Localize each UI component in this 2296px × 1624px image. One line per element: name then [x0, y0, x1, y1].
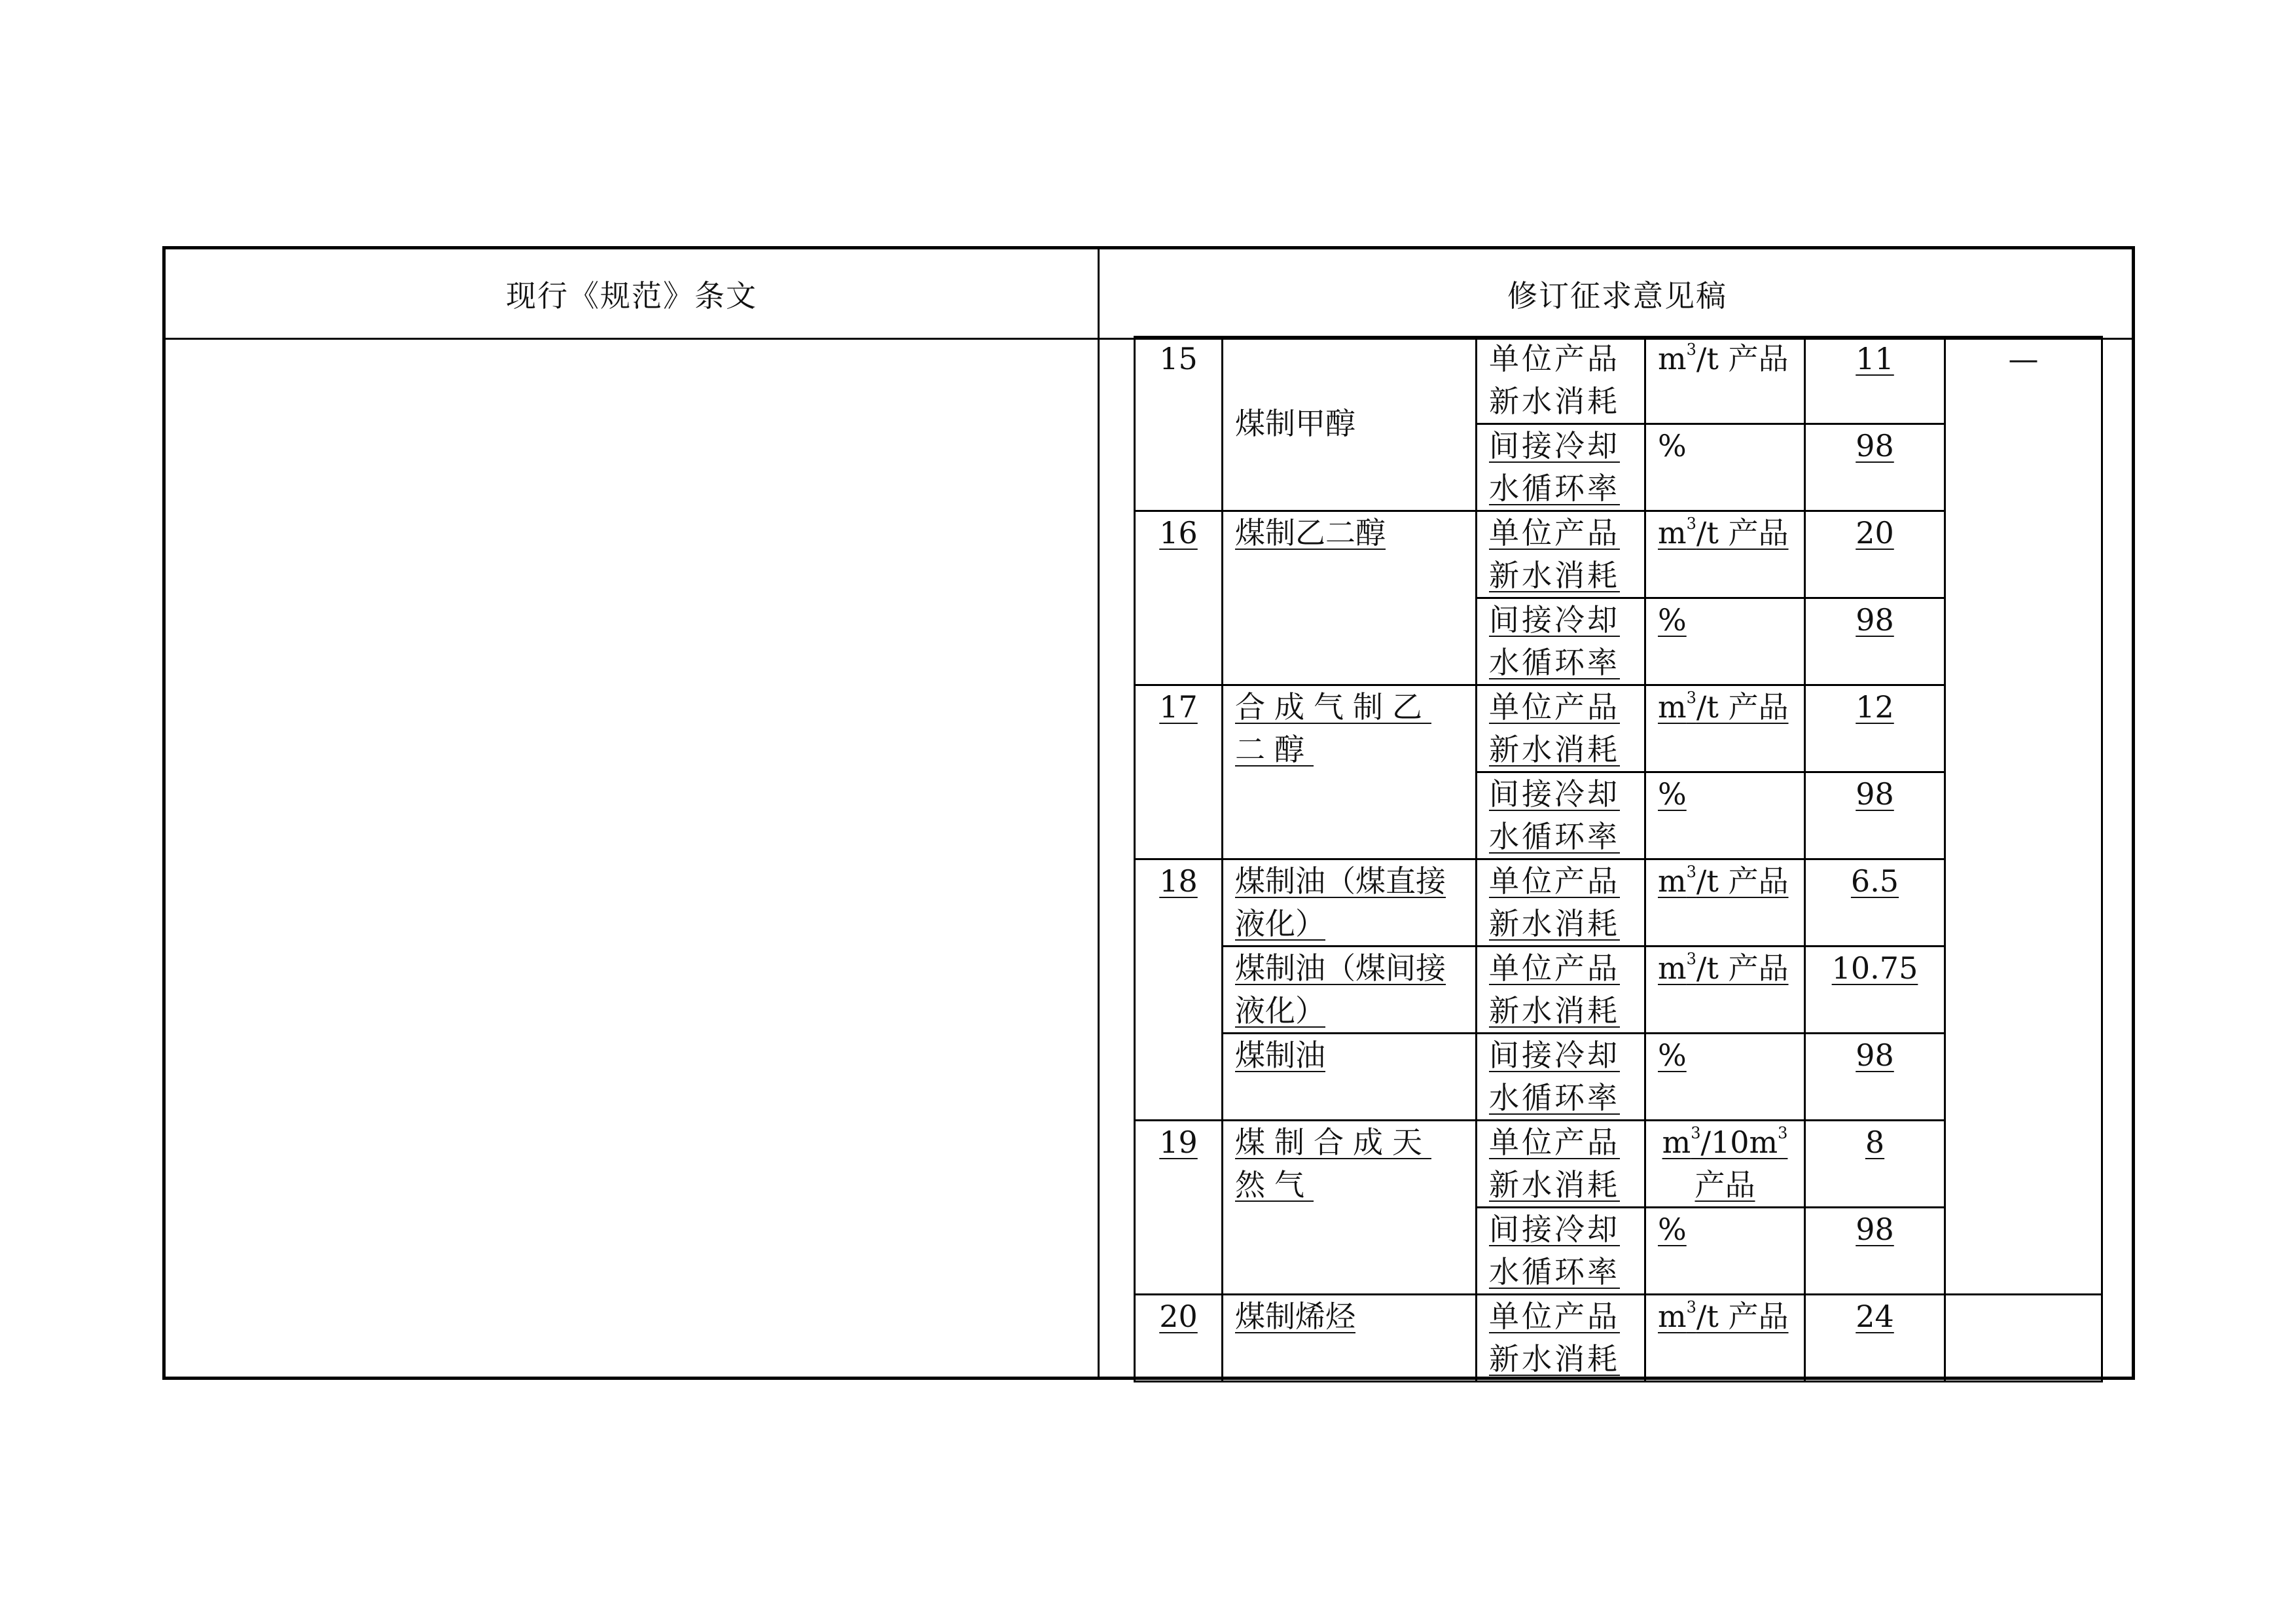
value: 98	[1805, 424, 1945, 511]
table-row	[1135, 1295, 2102, 1382]
value: 98	[1805, 772, 1945, 859]
value: 10.75	[1805, 947, 1945, 1034]
column-divider	[1098, 249, 1100, 1377]
indicator: 单位产品新水消耗	[1477, 511, 1645, 598]
indicator: 间接冷却水循环率	[1477, 1034, 1645, 1121]
row-number: 15	[1135, 337, 1223, 511]
row-number: 18	[1135, 859, 1223, 1121]
indicator: 单位产品新水消耗	[1477, 337, 1645, 424]
header-current-clause: 现行《规范》条文	[506, 278, 757, 314]
unit: %	[1645, 1034, 1805, 1121]
indicator: 间接冷却水循环率	[1477, 772, 1645, 859]
unit: %	[1645, 772, 1805, 859]
value: 98	[1805, 1034, 1945, 1121]
row-number: 16	[1135, 511, 1223, 685]
value: 8	[1805, 1121, 1945, 1208]
value: 98	[1805, 598, 1945, 685]
unit: $m^3/t$ 产品	[1645, 511, 1805, 598]
product-name: 煤制油（煤间接液化）	[1223, 947, 1477, 1034]
value: 24	[1805, 1295, 1945, 1382]
value: 98	[1805, 1208, 1945, 1295]
product-name: 煤制乙二醇	[1223, 511, 1477, 685]
note	[1945, 1295, 2102, 1382]
product-name: 煤制烯烃	[1223, 1295, 1477, 1382]
product-name: 煤制油	[1223, 1034, 1477, 1121]
value: 11	[1805, 337, 1945, 424]
water-consumption-table	[1134, 336, 2103, 1382]
unit: $m^3/10m^3$ 产品	[1645, 1121, 1805, 1208]
value: 6.5	[1805, 859, 1945, 947]
table-row	[1135, 337, 2102, 424]
indicator: 单位产品新水消耗	[1477, 859, 1645, 947]
indicator: 单位产品新水消耗	[1477, 1121, 1645, 1208]
unit: %	[1645, 424, 1805, 511]
product-name: 煤制甲醇	[1223, 337, 1477, 511]
unit: $m^3/t$ 产品	[1645, 947, 1805, 1034]
indicator: 单位产品新水消耗	[1477, 1295, 1645, 1382]
unit: $m^3/t$ 产品	[1645, 1295, 1805, 1382]
note: —	[1945, 337, 2102, 1295]
indicator: 单位产品新水消耗	[1477, 947, 1645, 1034]
unit: %	[1645, 598, 1805, 685]
product-name: 煤制合成天然气	[1223, 1121, 1477, 1295]
unit: $m^3/t$ 产品	[1645, 685, 1805, 772]
unit: $m^3/t$ 产品	[1645, 859, 1805, 947]
header-revision-draft: 修订征求意见稿	[1507, 278, 1727, 314]
indicator: 间接冷却水循环率	[1477, 424, 1645, 511]
indicator: 间接冷却水循环率	[1477, 598, 1645, 685]
product-name: 合成气制乙二醇	[1223, 685, 1477, 859]
value: 12	[1805, 685, 1945, 772]
unit: $m^3/t$ 产品	[1645, 337, 1805, 424]
row-number: 19	[1135, 1121, 1223, 1295]
row-number: 17	[1135, 685, 1223, 859]
indicator: 间接冷却水循环率	[1477, 1208, 1645, 1295]
value: 20	[1805, 511, 1945, 598]
indicator: 单位产品新水消耗	[1477, 685, 1645, 772]
product-name: 煤制油（煤直接液化）	[1223, 859, 1477, 947]
unit: %	[1645, 1208, 1805, 1295]
row-number: 20	[1135, 1295, 1223, 1382]
